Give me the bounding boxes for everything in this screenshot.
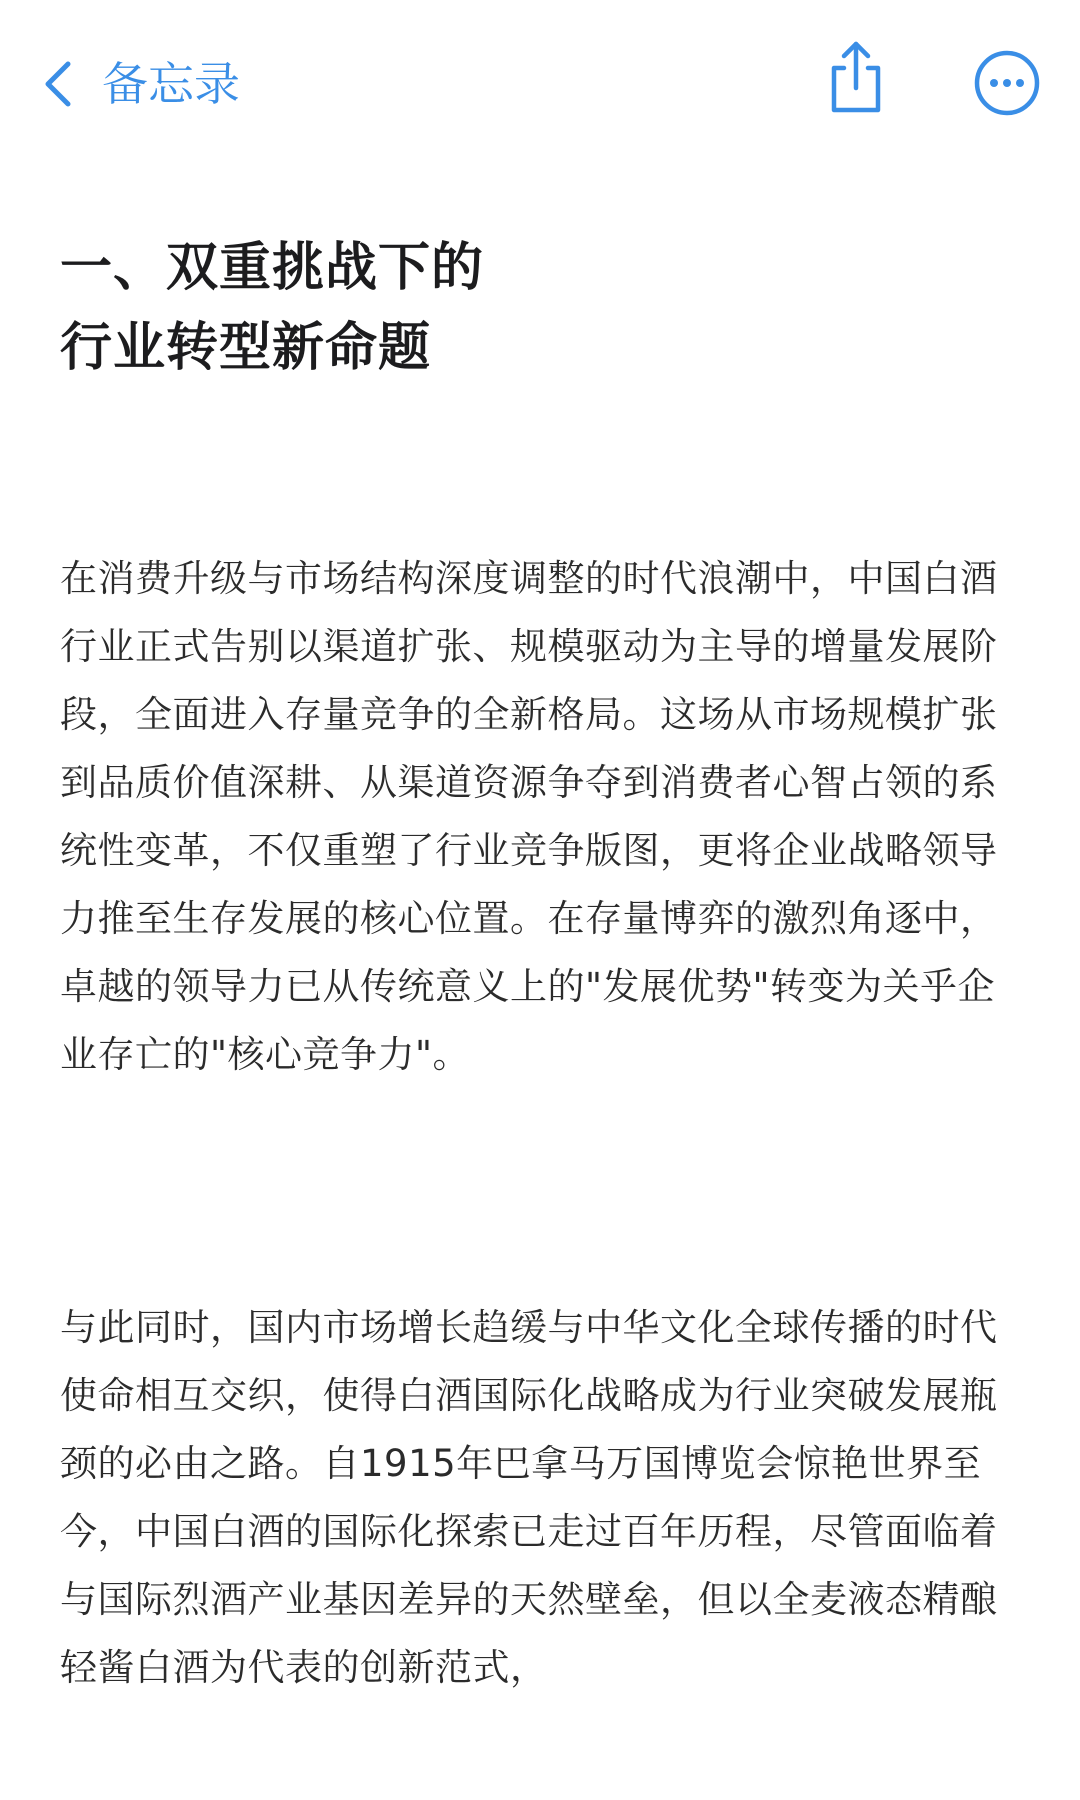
note-body[interactable]	[60, 228, 1020, 1689]
more-ellipsis-icon	[974, 101, 1040, 120]
share-button[interactable]	[824, 40, 888, 116]
back-button-label: 备忘录	[102, 57, 240, 111]
chevron-left-icon	[44, 60, 72, 108]
note-title-line-2: 行业转型新命题	[60, 318, 432, 378]
note-paragraph-1: 在消费升级与市场结构深度调整的时代浪潮中，中国白酒行业正式告别以渠道扩张、规模驱动为主导的增量发展阶段，全面进入存量竞争的全新格局。这场从市场规模扩张到品质价值深耕、从渠道资源争夺到消费者心智占领的系统性变革，不仅重塑了行业竞争版图，更将企业战略领导力推至生存发展的核心位置。在存量博弈的激烈角逐中，卓越的领导力已从传统意义上的"发展优势"转变为关乎企业存亡的"核心竞争力"。	[60, 557, 998, 1076]
note-paragraph-2: 与此同时，国内市场增长趋缓与中华文化全球传播的时代使命相互交织，使得白酒国际化战略成为行业突破发展瓶颈的必由之路。自1915年巴拿马万国博览会惊艳世界至今，中国白酒的国际化探索已走过百年历程，尽管面临着与国际烈酒产业基因差异的天然壁垒，但以全麦液态精酿轻酱白酒为代表的创新范式，	[60, 1306, 998, 1689]
note-title	[60, 228, 1020, 388]
note-title-line-1: 一、双重挑战下的	[60, 238, 485, 298]
share-icon	[824, 101, 888, 120]
navigation-bar	[0, 0, 1080, 170]
back-button[interactable]	[44, 52, 240, 116]
more-options-button[interactable]	[974, 50, 1040, 116]
